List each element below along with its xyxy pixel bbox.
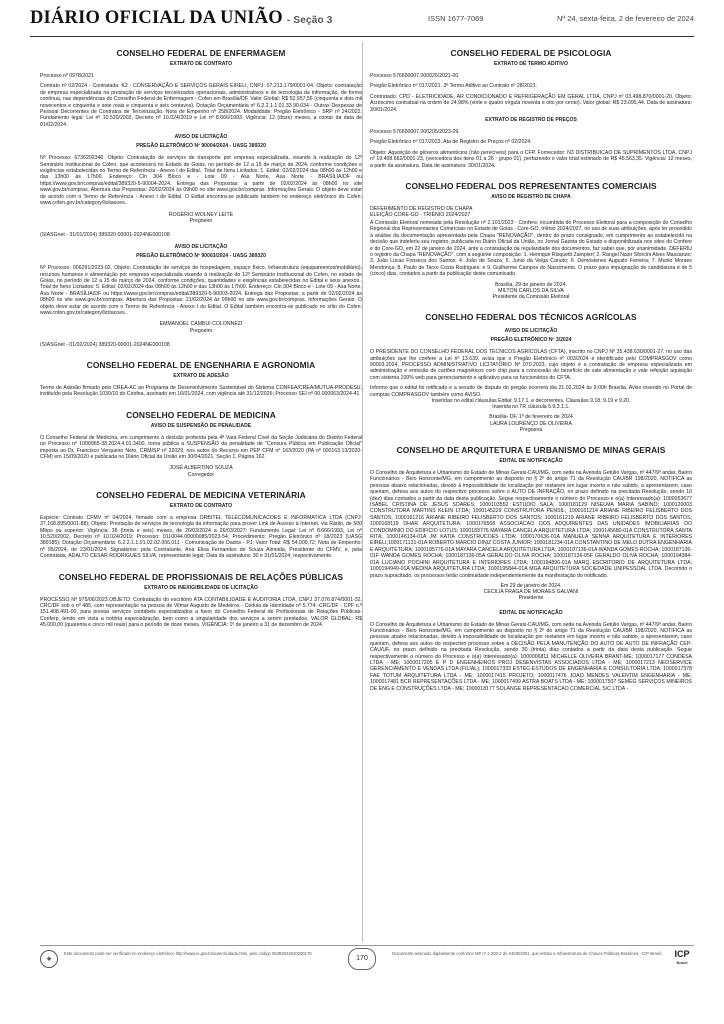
subheading: EDITAL DE NOTIFICAÇÃO: [499, 609, 563, 616]
paragraph: Informo que o edital foi retificado e a sessão de disputa do pregão ocorrerá dia 21.02.2024 às 9:00h Brasília. Aviso inserido no Portal de compras COMPRASGOV também como AVISO.: [370, 385, 692, 398]
paragraph: ELEIÇÃO CORE-GO - TRIÊNIO 2024/2027: [370, 212, 471, 219]
paragraph: O Conselho de Arquitetura e Urbanismo do Estado de Minas Gerais-CAU/MG, com sede na Avenida Getúlio Vargas, nº 447/9º andar, Bairro Funcionários - Belo Horizonte/MG, em cumprimento ao disposto no § 2º do artigo 71 da Resolução CAU/BR 198/2020, NOTIFICA as pessoas abaixo relacionadas, devido à impossibilidade de localização por restarem em lugar incerto e não sabido, a apresentarem, caso queiram, defesa aos autos do respectivo processo sobre a DECISÃO PELA MANUTENÇÃO DO AUTO DE AUTO DE INFRAÇÃO CEP-CAU/UF, no prazo definido na precitada Resolução, sendo 30 (trinta) dias contados a partir da data desta publicação. Segue respectivamente o número do Processo e o(a) Interessado(a): 1000006811 MICHELLE OLIVEIRA BRANT-ME; 1000017177 CONDESA LTDA - ME; 1000017205 E P D ENGENHEIROS PROJ DESENVISTAS ASSOCIADOS LTDA - ME; 1000017213 NEOSERVICE GERENCIAMENTO E VENDAS LTDA (FILIAL); 1000017333 ESTEC-ESTUDOS DE ENGENHARIA E CONSULTORIA LTDA; 1000017378 FAE TOTUM ARQUITETURA LTDA - ME; 1000017415 PROJETO; 1000017476 JOAO MENDES VALENTIM ENGENHARIA - ME; 1000017481 BCR REPRESENTAÇÕES LTDA - ME; 1000017499 ASTRA BOATS LTDA - ME; 1000017507 SEMEG SERVIÇOS MINEIROS DE ENG E CONSTRUÇÕES LTDA - ME; 1000018177 SOLANGE REPRESENTACAO COMERCIAL S/C LTDA -: [370, 621, 692, 692]
section-heading: CONSELHO FEDERAL DE MEDICINA VETERINÁRIA: [96, 489, 306, 500]
signature-date: Brasília- DF, 1º de fevereiro de 2024: [489, 414, 573, 421]
paragraph: Contrato nº 02/2024 - Contratada: K2 - CONSERVAÇÃO E SERVIÇOS GERAIS EIRELI, CNPJ: 07.213.179/0001-04. Objeto: contratação de empresa especializada na prestação de serviços terceirizados operacionais, administrativos e de tecnologia da informação, de forma contínua, nas dependências do Conselho Federal de Enfermagem - Cofen em Brasília/DF. Valor Global: R$ 52.957,56 (cinquenta e dois mil novecentos e cinquenta e sete reais e cinquenta e seis centavos). Dotação Orçamentária nº 6.2.2.1.1.01.33.90.034 - Outras Despesas de Pessoal Decorrentes de Contratos de Terceirização. Nota de Empenho nº 258/2024. Modalidade: Pregão Eletrônico - SRP nº 24/2022. Fundamento legal: Lei nº 10.520/2002, Decreto nº 10.024/2019 e Lei nº 8.666/1993. Vigência: 12 (doze) meses, a contar da data de 01/02/2024.: [40, 83, 362, 128]
section-heading: CONSELHO FEDERAL DOS TÉCNICOS AGRÍCOLAS: [425, 312, 637, 323]
subheading: EXTRATO DE REGISTRO DE PREÇOS: [485, 117, 577, 124]
paragraph: Inserida no TR cláusula 5.9.3.1.1.: [492, 404, 570, 411]
verification-note: Este documento pode ser verificado no endereço eletrônico http://www.in.gov.br/autenticidade.html, pelo código 05382024020200170: [64, 951, 312, 956]
page-number: 170: [348, 948, 376, 970]
paragraph: DEFERIMENTO DE REGISTRO DE CHAPA: [370, 206, 473, 213]
signatory-role: Pregoeira: [519, 426, 543, 433]
subheading: PREGÃO ELETRÔNICO Nº 3/2024: [490, 337, 572, 344]
section-heading: CONSELHO FEDERAL DE PROFISSIONAIS DE RELAÇÕES PÚBLICAS: [58, 571, 344, 582]
signatory-name: MILTON CARLOS DA SILVA: [498, 287, 564, 294]
subheading: AVISO DE LICITAÇÃO: [174, 134, 228, 141]
subheading: EXTRATO DE CONTRATO: [169, 61, 233, 67]
paragraph: Contratado: CPD - ELETRICIDADE, AR CONDICIONADO E REFRIGERAÇÃO EM GERAL LTDA, CNPJ nº 03.498.870/0001-20. Objeto: Acréscimo contratual na ordem de 24,98% (vinte e quatro vírgula noventa e oito por cento). Valor global: R$ 23.095,44. Data de assinatura: 30/01/2024.: [370, 93, 692, 113]
masthead: [30, 6, 694, 40]
section-heading: CONSELHO FEDERAL DOS REPRESENTANTES COMERCIAIS: [405, 181, 657, 192]
subheading: EXTRATO DE ADESÃO: [173, 372, 229, 379]
siasg-note: (SIASGnet - 01/02/2024) 389320-00001-2024NE000108: [40, 341, 170, 348]
paragraph: Inseridas no edital cláusulas Edital: 9.17.1. e decorrentes. Clausulas 9.18, 9.19 e 9.20.: [431, 397, 631, 404]
paragraph: O Conselho Federal de Medicina, em cumprimento à decisão proferida pela 4ª Vara Federal Cível da Seção Judiciária do Distrito Federal no Processo nº 1000965-38.2024.4.01.3400, torna pública a SUSPENSÃO da penalidade de "Censura Pública em Publicação Oficial" imposta ao Dr. Francisco Verqueiro Neto, CRM/SP nº 22029, nos autos do Recurso em PEP CFM nº 163/2020 (PA nº 000163.13/2020-CFM) em 15/09/2020 e publicada no Diário Oficial da União em 30/04/2021, Seção 1, Página 162.: [40, 434, 362, 460]
section-label: - Seção 3: [286, 15, 333, 26]
subheading: PREGÃO ELETRÔNICO Nº 90004/2024 - UASG 389320: [136, 143, 266, 150]
signatory-name: EMMANOEL CAMBUI COLONNEZI: [159, 321, 243, 328]
coat-of-arms-icon: ✦: [40, 950, 58, 968]
paragraph: Nº Processo: 6736202346. Objeto: Contratação de serviços de transporte por empresa especializada, visando à realização do 12º Seminário Institucional do Cofen, que acontecerá no Estado de Goiás, no período de 12 a 15 de março de 2024, conforme condições e exigências estabelecidas no Termo de Referência - Anexo I do Edital.. Total de Itens Licitados: 1. Edital: 02/02/2024 das 08h00 às 12h00 e das 13h00 às 17h00. Endereço: Cln 304 Bloco e - Lote 09 - Asa Norte, Asa Norte - BRASÍLIA/DF ou https://www.gov.br/compras/edital/389320-5-90004-2024. Entrega das Propostas: a partir de 02/02/2024 às 08h00 no site www.gov.br/compras. Abertura das Propostas: 20/02/2024 às 09h00 no site www.gov.br/compras. Informações Gerais: O objeto deve estar de acordo com o Termo de Referência - Anexo I do Edital. O Edital encontra-se publicado também no endereço eletrônico do Cofen: www.cofen.gov.br/category/licitacoes..: [40, 155, 362, 207]
header-rule: [30, 36, 694, 37]
issn: ISSN 1677-7069: [428, 14, 484, 23]
section-heading: CONSELHO FEDERAL DE PSICOLOGIA: [450, 48, 612, 58]
paragraph: O PRESIDENTE DO CONSELHO FEDERAL DOS TÉCNICOS AGRÍCOLAS (CFTA), inscrito no CNPJ Nº 35.438.630/0001-27, no uso das atribuições que lhe confere a Lei nº 13.639, avisa que o Pregão Eletrônico nº 003/2024 é identificado pelo COMPRASGOV como 90003.2024, PROCESSO ADMINISTRATIVO LICITATÓRIO Nº 070.2023, cujo objeto é a contratação de empresa especializada em administração e emissão de cartões magnéticos com chip para a concessão do benefício de vale alimentação e vale refeição aquisição com sistema 100% web para gerenciamento e aplicativo para os funcionários do CFTA.: [370, 349, 692, 381]
section-heading: CONSELHO FEDERAL DE ENFERMAGEM: [116, 48, 286, 58]
section-heading: CONSELHO FEDERAL DE ENGENHARIA E AGRONOMIA: [86, 359, 316, 370]
publication-title: DIÁRIO OFICIAL DA UNIÃO: [30, 8, 283, 28]
signature-date: Em 29 de janeiro de 2024.: [500, 582, 562, 589]
subheading: EXTRATO DE INEXIGIBILIDADE DE LICITAÇÃO: [144, 584, 258, 591]
signatory-name: CECILIA FRAGA DE MORAES GALVANI: [483, 589, 579, 596]
subheading: PREGÃO ELETRÔNICO Nº 90003/2024 - UASG 389320: [136, 253, 266, 260]
section-heading: CONSELHO DE ARQUITETURA E URBANISMO DE MINAS GERAIS: [396, 445, 666, 455]
paragraph: Processo nº 0978/2021: [40, 73, 94, 79]
right-column: [370, 42, 692, 942]
signatory-name: JOSÉ ALBERTINO SOUZA: [169, 465, 233, 472]
paragraph: Pregão Eletrônico nº 017/2021. 3º Termo Aditivo ao Contrato nº 28/2021.: [370, 83, 538, 90]
subheading: AVISO DE LICITAÇÃO: [504, 328, 558, 335]
signatory-role: Pregoeiro: [189, 327, 213, 334]
column-divider: [362, 42, 363, 942]
subheading: AVISO DE SUSPENSÃO DE PENALIDADE: [150, 422, 252, 429]
siasg-note: (SIASGnet - 31/01/2024) 389320-00001-2024NE000108: [40, 231, 170, 238]
subheading: EXTRATO DE CONTRATO: [169, 502, 233, 509]
subheading: EDITAL DE NOTIFICAÇÃO: [499, 458, 563, 464]
icp-brasil-logo: [670, 948, 694, 968]
signatory-role: Presidente: [518, 595, 544, 602]
subheading: AVISO DE LICITAÇÃO: [174, 244, 228, 251]
logo-text: ICP: [674, 949, 690, 959]
logo-subtext: Brasil: [676, 960, 688, 965]
signatory-role: Pregoeiro: [189, 217, 213, 224]
paragraph: Objeto: Aquisição de gêneros alimentícios (não perecíveis) para o CFP. Fornecedor: N3 DISTRIBUICAO DE SUPRIMENTOS LTDA, CNPJ nº 19.408.662/0001-23, (vencedora dos itens 01 a 26 - grupo 01), perfazendo o valor total estimado de R$ 45.563,35. Vigência: 12 meses, a partir da assinatura. Data de assinatura: 30/01/2024.: [370, 149, 692, 169]
paragraph: A Comissão Eleitoral nomeada pela Resolução nº 2.101/2023 - Confere, incumbida do Processo Eleitoral para a composição do Conselho Regional dos Representantes Comerciais no Estado de Goiás - Core-GO, triênio 2024/2027, no uso de suas atribuições, após ter procedido à análise da documentação apresentada pela Chapa "RENOVAÇÃO", dentro do prazo consignado, em cumprimento ao estabelecido na decisão que indeferiu seu registro, publicada no Diário Oficial da União, no Jornal Gazeta do Estado e disponibilizada nos sites do Confere e do Core-GO, em 22 de janeiro de 2024, ante a constatação da regularidade dos documentos, faz saber que, por unanimidade, DEFERIU o registro da Chapa "RENOVAÇÃO", com a seguinte composição: 1. Henrique Risquetti Zampieri; 2. Rangel Nazir Sforcini Alves Massaruto; 3. João Lucas Fonseca dos Santos; 4. João de Souza; 5. Junio da Veiga Canuto; 6. Demóstenes Augusto Ferreira; 7. Murilo Moraes Mendonça; 8. Paulo de Tarso Costa Rodrigues; e 9. Guilherme Campos do Nascimento. O prazo para impugnação de candidatura é de 5 (cinco) dias, contados a partir da publicação deste comunicado.: [370, 219, 692, 278]
signatory-name: ROGERIO WOLNEY LEITE: [168, 211, 234, 218]
subheading: AVISO DE REGISTRO DE CHAPA: [491, 194, 571, 201]
paragraph: O Conselho de Arquitetura e Urbanismo do Estado de Minas Gerais-CAU/MG, com sede na Avenida Getúlio Vargas, nº 447/9º andar, Bairro Funcionários - Belo Horizonte/MG, em cumprimento ao disposto no § 2º do artigo 71 da Resolução CAU/BR 198/2020, NOTIFICA as pessoas abaixo relacionadas, devido à impossibilidade de localização por restarem em lugar incerto e não sabido, a apresentarem, caso queiram, defesa aos autos do respectivo processo sobre o AUTO DE INFRAÇÃO, no prazo definido na precitada Resolução, sendo 10 (dez) dias contados a partir da data desta publicação. Segue respectivamente o número do Processo e o(a) Interessado(a): 1000053677 ISABEL CRISTINA DE JESUS SOARES; 1000103552 ESTUDIO SALA; 1000181129 NISELMA MARIA SABINO; 1000120003 CONSTRUTORA MARTINS KLEIN LTDA; 1000145229 CONSTRUTORA PENSIL; 1000161214 ARIANE RIBEIRO FELISBERTO DOS SANTOS; 1000161216 ARIANE RIBEIRO FELISBERTO DOS SANTOS; 1000161219 ARIANE RIBEIRO FELISBERTO DOS SANTOS; 1000168119 DHAR ARQUITETURA; 1000176568 ASSOCIACAO DOS ADQUIRENTES DAS UNIDADES IMOBILIARIAS DO CONDOMINIO DO EDIFICIO LOTUS; 1000183776 MAYARA CANCELA ARQUITETURA LTDA; 1000145680-01A CONSTRUTORA SANTA RITA; 1000146134-01A JM KATIA CONSTRUCOES LTDA; 1000170636-01A MANUELA SENNA ARQUITETURA E INTERIORES EIRELI;1000171131-01A ROBERTO MARCIO DINIZ COSTA JUNIOR; 1000181234-01A CONSTANTINO DE MELO DUTRA ENGENHARIA E ARQUITETURA; 1000185776-01A MAYARA CANCELA ARQUITETURA LTDA; 1000187136-01A WANDA GOMES ROCHA; 1000187136-01F WANDA GOMES ROCHA; 1000187136-05A GERALDO OLIVA ROCHA; 1000187136-05F GERALDO OLIVA ROCHA; 1000194384-01A LUCIANO POCHINI ARQUITETURA E INTERIORES LTDA; 1000194896-01A MARQ ESCRITORIO DE ARQUITETURA LTDA; 1000194949-01A MEDINA ARQUITETURA LTDA; 1000195844-01A MGA ARQUITETURA SOCIEDADE UNIPESSOAL LTDA. Decorrido o prazo supracitado, os processos terão continuidade independentemente da manifestação do notificado.: [370, 470, 692, 579]
left-column: [40, 42, 362, 942]
subheading: EXTRATO DE TERMO ADITIVO: [493, 61, 569, 67]
paragraph: PROCESSO Nº 975/06/2023.OBJETO: Contratação do escritório ATA CONTABILIDADE E AUDITORIA LTDA, CNPJ 37.076.874/0001-32, CRC/DF sob o nº 485, com representação na pessoa de Vilmar Augusto de Medeiros - Cédula de Identidade nº 5.774 -CRC/DF - CPF n.º 151.408.491-00, para prestar serviços contábeis especializados a favor do Conselho Federal de Profissionais de Relações Públicas-Conferp, tendo em vista a notória especialização, bem como a singularidade dos serviços a serem prestados. VALOR GLOBAL: R$ 45.000,00 (quarenta e cinco mil reais) para o período de doze meses. VIGÊNCIA: 1º de janeiro a 31 de dezembro de 2024.: [40, 596, 362, 629]
paragraph: Pregão Eletrônico nº 017/2023. Ata de Registro de Preços nº 02/2024.: [370, 139, 532, 146]
paragraph: Processo 576600007.000205/2023-09.: [370, 129, 460, 136]
signature-note: Documento assinado digitalmente conforme MP nº 2.200-2 de 24/08/2001, que institui a Infraestrutura de Chaves Públicas Brasileira - ICP-Brasil.: [392, 951, 662, 956]
paragraph: Processo 576600007.000026/2021-00.: [370, 73, 460, 79]
section-heading: CONSELHO FEDERAL DE MEDICINA: [126, 409, 276, 420]
signature-date: Brasília, 29 de janeiro de 2024.: [495, 281, 567, 288]
signatory-role: Presidente da Comissão Eleitoral: [492, 293, 570, 300]
paragraph: Termo de Adesão firmado pelo CREA-AC ao Programa de Desenvolvimento Sustentável do Sistema CONFEA/CREA/MUTUA-PRODESU, instituído pela Resolução 1030/10 do Confea, assinado em 16/01/2024, com vigência até 31/12/2026; Processo SEI nº 00.000063/2024-41: [40, 384, 362, 398]
signatory-role: Corregedor: [187, 471, 215, 478]
edition-date: Nº 24, sexta-feira, 2 de fevereiro de 2024: [557, 14, 694, 23]
paragraph: Espécie: Contrato CFMV nº 04/2024, firmado com a empresa ORBITEL TELECOMUNICACOES E INFORMATICA LTDA (CNPJ: 37.168.895/0001-88); Objeto: Prestação de serviços de tecnologia da informação para prover Link de Acesso à Internet, via Rádio, de 500 Mbps ou superior; Vigência: 36 (trinta e seis) meses, de 26/03/2024 a 26/03/2027; Fundamento Legal: Lei nº 8.666/1993, Lei nº 10.520/2002, Decreto nº 10.024/2019; Processo: 0110044.00000085/2023-54; Procedimento: Pregão Eletrônico nº 18/2023 (UASG 389185); Dotação Orçamentária: 6.2.2.1.1.01.02.02.006.011 - Comunicação de Dados - PJ; Valor Total: R$ 54.009,72; Nota de Empenho: nº 95/2024, de 23/01/2024; Signatários: pela Contratante, Ana Elisa Fernandes de Souza Almeida, Presidente do CFMV, e, pela Contratada, ADALTO CESAR RODRIGUES SILVA, representante legal; Data da assinatura: 30 e 31/01/2024, respectivamente.: [40, 514, 362, 560]
paragraph: Nº Processo: 006291/2023-02. Objeto: Contratação de serviços de hospedagem, espaço físico, infraestrutura (equipamentos/mobiliário), recursos humanos e alimentação por empresa especializada visando à realização do 12º Seminário Institucional do Cofen, no estado de Goiás, no período de 12 a 15 de março de 2024, conforme condições, quantidades e exigências estabelecidas no Edital e seus anexos.. Total de Itens Licitados: 5. Edital: 02/02/2024 das 08h00 às 12h00 e das 13h00 às 17h00. Endereço: Cln 304 Bloco e - Lote 09 - Asa Norte, Asa Norte - BRASÍLIA/DF ou https://www.gov.br/compras/edital/389320-5-90003-2024. Entrega das Propostas: a partir de 02/02/2024 às 08h00 no site www.gov.br/compras. Abertura das Propostas: 21/02/2024 às 09h00 no site www.gov.br/compras. Informações Gerais: O objeto deve estar de acordo com o Termo de Referência - Anexo I do Edital. O Edital também encontra-se publicado no sítio do Cofen: www.cofen.gov.br/category/licitacoes..: [40, 265, 362, 316]
masthead-title: [30, 8, 333, 29]
signatory-name: LAURA LOURENÇO DE OLIVEIRA: [490, 420, 572, 427]
footer-rule: [40, 945, 694, 946]
